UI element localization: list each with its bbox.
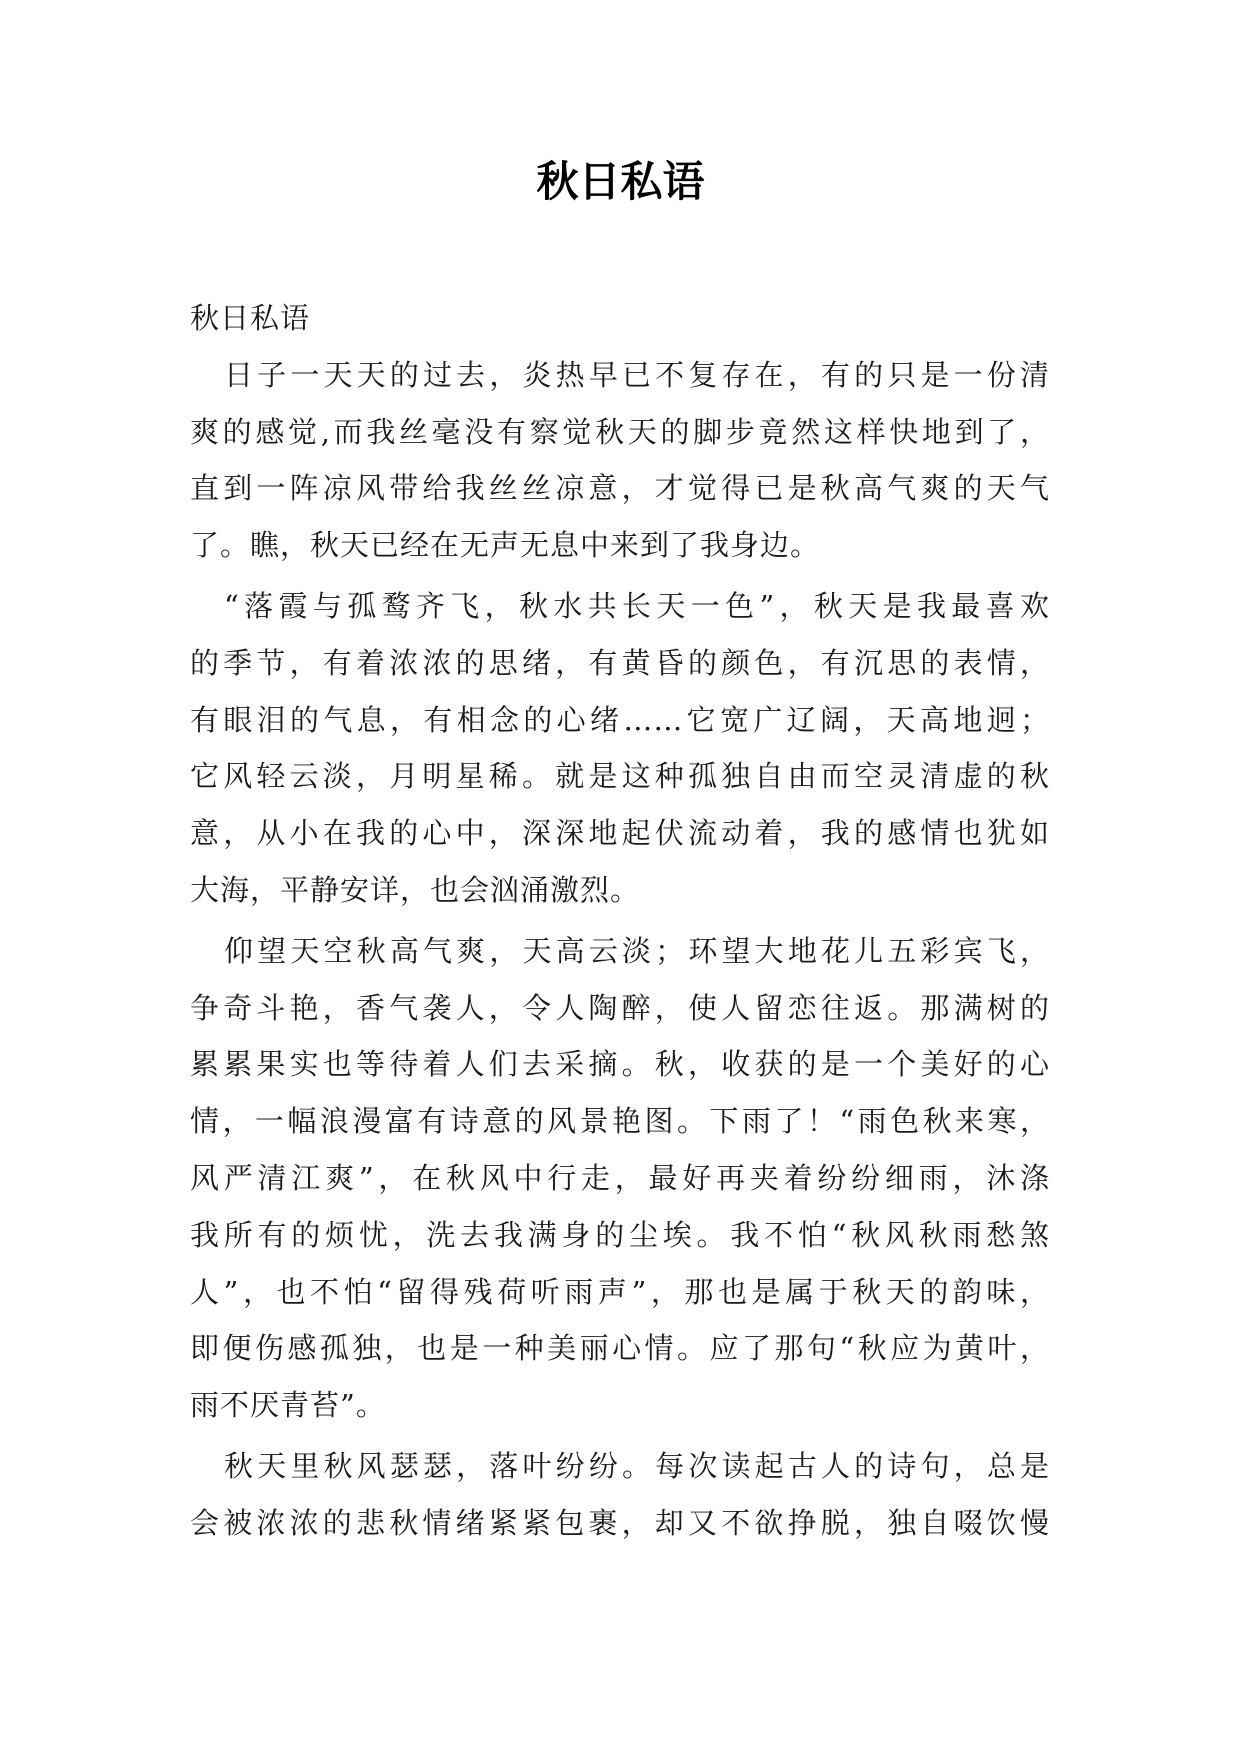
paragraph-2 xyxy=(190,578,1050,919)
document-body xyxy=(190,290,1050,1552)
paragraph-line: 直到一阵凉风带给我丝丝凉意，才觉得已是秋高气爽的天气 xyxy=(190,471,1050,506)
paragraph-line: 累累果实也等待着人们去采摘。秋，收获的是一个美好的心 xyxy=(190,1047,1050,1082)
paragraph-line: 雨不厌青苔”。 xyxy=(190,1388,386,1423)
paragraph-line: 的季节，有着浓浓的思绪，有黄昏的颜色，有沉思的表情， xyxy=(190,645,1050,680)
paragraph-line: “落霞与孤鹜齐飞，秋水共长天一色”，秋天是我最喜欢 xyxy=(224,588,1050,623)
paragraph-line: 意，从小在我的心中，深深地起伏流动着，我的感情也犹如 xyxy=(190,816,1050,851)
section-heading: 秋日私语 xyxy=(190,301,311,335)
paragraph-1 xyxy=(190,347,1050,574)
paragraph-line: 有眼泪的气息，有相念的心绪……它宽广辽阔，天高地迥； xyxy=(190,702,1050,737)
paragraph-line: 争奇斗艳，香气袭人，令人陶醉，使人留恋往返。那满树的 xyxy=(190,990,1050,1025)
paragraph-line: 仰望天空秋高气爽，天高云淡；环望大地花儿五彩宾飞， xyxy=(224,933,1050,968)
paragraph-line: 会被浓浓的悲秋情绪紧紧包裹，却又不欲挣脱，独自啜饮慢 xyxy=(190,1505,1050,1540)
paragraph-line: 我所有的烦忧，洗去我满身的尘埃。我不怕“秋风秋雨愁煞 xyxy=(190,1217,1050,1252)
paragraph-line: 日子一天天的过去，炎热早已不复存在，有的只是一份清 xyxy=(224,357,1050,392)
paragraph-line: 情，一幅浪漫富有诗意的风景艳图。下雨了！“雨色秋来寒， xyxy=(190,1104,1050,1139)
paragraph-line: 即便伤感孤独，也是一种美丽心情。应了那句“秋应为黄叶， xyxy=(190,1331,1050,1366)
paragraph-line: 大海，平静安详，也会汹涌激烈。 xyxy=(190,872,641,907)
paragraph-line: 人”，也不怕“留得残荷听雨声”，那也是属于秋天的韵味， xyxy=(190,1274,1050,1309)
paragraph-line: 了。瞧，秋天已经在无声无息中来到了我身边。 xyxy=(190,528,821,563)
document-title: 秋日私语 xyxy=(536,157,705,206)
paragraph-line: 它风轻云淡，月明星稀。就是这种孤独自由而空灵清虚的秋 xyxy=(190,759,1050,794)
paragraph-4 xyxy=(190,1438,1050,1552)
paragraph-line: 风严清江爽”，在秋风中行走，最好再夹着纷纷细雨，沐涤 xyxy=(190,1160,1050,1195)
paragraph-3 xyxy=(190,923,1050,1434)
paragraph-line: 爽的感觉,而我丝毫没有察觉秋天的脚步竟然这样快地到了， xyxy=(190,414,1050,449)
paragraph-line: 秋天里秋风瑟瑟，落叶纷纷。每次读起古人的诗句，总是 xyxy=(224,1448,1050,1483)
